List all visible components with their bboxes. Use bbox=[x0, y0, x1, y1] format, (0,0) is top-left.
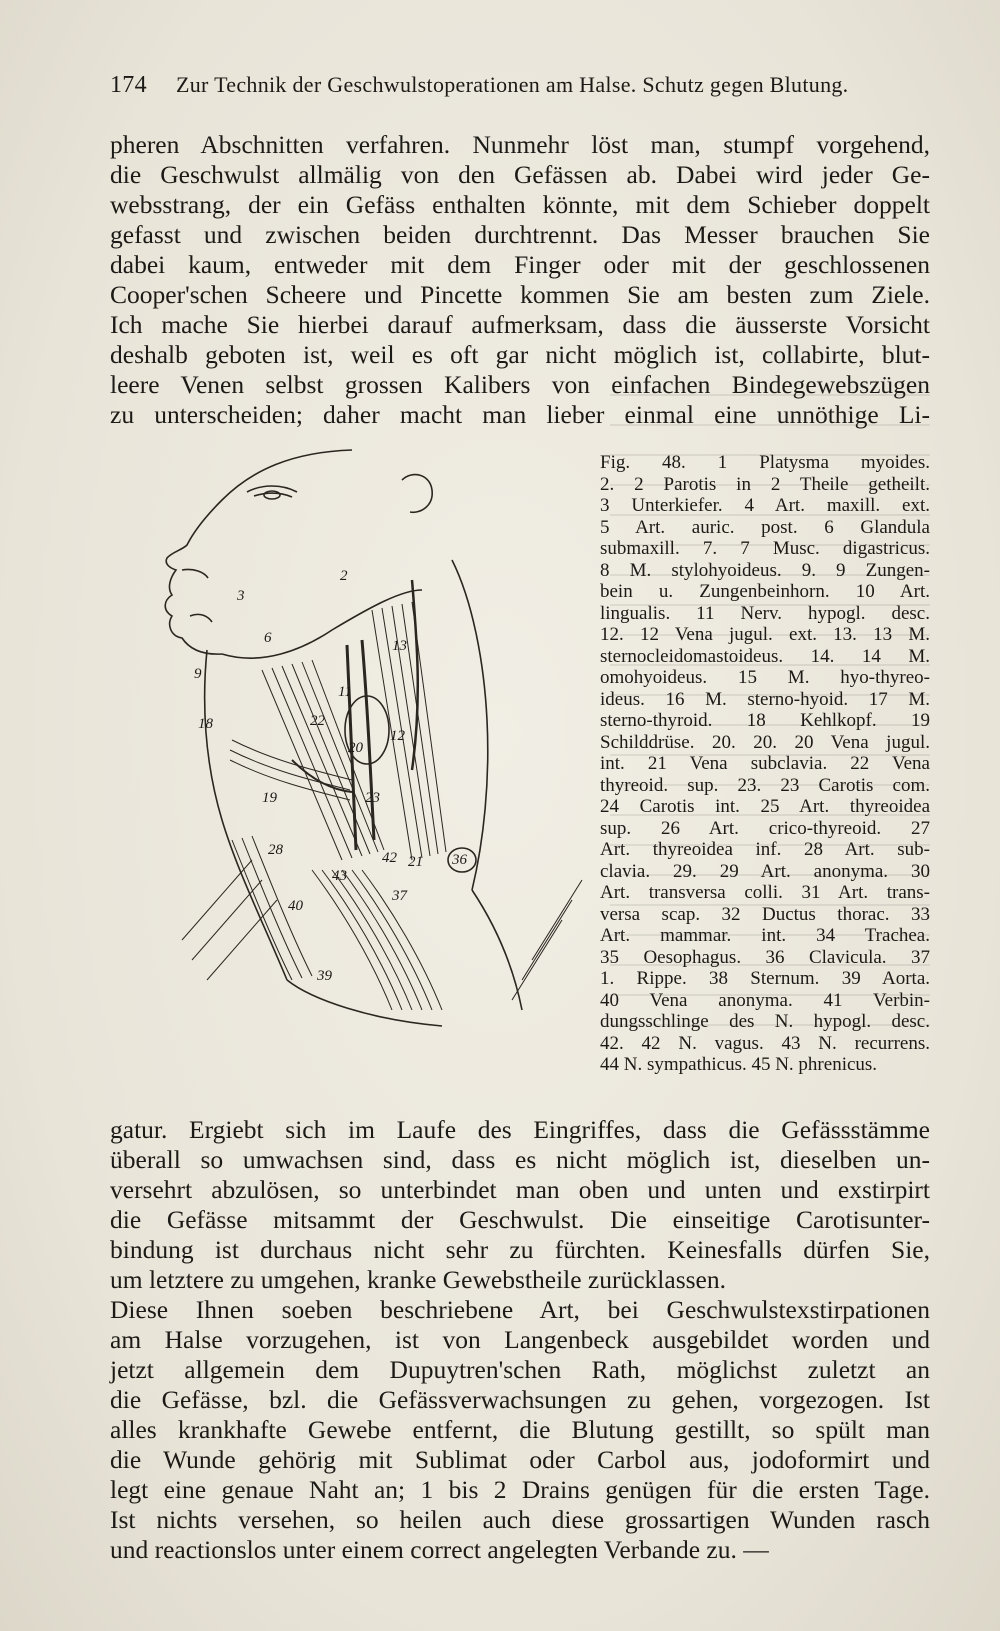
figure-label: 2 bbox=[340, 568, 348, 584]
figure-label: 19 bbox=[262, 790, 277, 806]
figure-label: 3 bbox=[237, 588, 245, 604]
text-line: Diese Ihnen soeben beschriebene Art, bei Geschwulstexstirpationen bbox=[110, 1295, 930, 1324]
figure-label: 11 bbox=[338, 684, 352, 700]
text-line: versehrt abzulösen, so unterbindet man oben und unten und exstirpirt bbox=[110, 1175, 930, 1204]
caption-line: 5 Art. auric. post. 6 Glandula bbox=[600, 516, 930, 538]
paragraph-top bbox=[110, 130, 930, 430]
figure-label: 18 bbox=[198, 716, 213, 732]
caption-line: Art. mammar. int. 34 Trachea. bbox=[600, 925, 930, 946]
text-line: bindung ist durchaus nicht sehr zu fürchten. Keinesfalls dürfen Sie, bbox=[110, 1235, 930, 1264]
text-line: Ist nichts versehen, so heilen auch diese grossartigen Wunden rasch bbox=[110, 1505, 930, 1534]
page-number: 174 bbox=[110, 72, 147, 98]
paragraph-bottom bbox=[110, 1115, 930, 1565]
text-line: deshalb geboten ist, weil es oft gar nicht möglich ist, collabirte, blut- bbox=[110, 340, 930, 369]
caption-line: 3 Unterkiefer. 4 Art. maxill. ext. bbox=[600, 495, 930, 516]
text-line: um letztere zu umgehen, kranke Gewebstheile zurücklassen. bbox=[110, 1265, 726, 1294]
text-line: die Gefässe mitsammt der Geschwulst. Die einseitige Carotisunter- bbox=[110, 1205, 930, 1234]
text-line: am Halse vorzugehen, ist von Langenbeck ausgebildet worden und bbox=[110, 1325, 930, 1354]
text-line: Cooper'schen Scheere und Pincette kommen Sie am besten zum Ziele. bbox=[110, 280, 930, 309]
caption-line: dungsschlinge des N. hypogl. desc. bbox=[600, 1011, 930, 1032]
text-line: und reactionslos unter einem correct angelegten Verbande zu. — bbox=[110, 1535, 769, 1564]
text-line: überall so umwachsen sind, dass es nicht möglich ist, dieselben un- bbox=[110, 1145, 930, 1174]
caption-line: sterno-thyroid. 18 Kehlkopf. 19 bbox=[600, 710, 930, 731]
figure-label: 40 bbox=[288, 898, 303, 914]
text-line: websstrang, der ein Gefäss enthalten könnte, mit dem Schieber doppelt bbox=[110, 190, 930, 219]
caption-line: clavia. 29. 29 Art. anonyma. 30 bbox=[600, 860, 930, 882]
figure-label: 23 bbox=[365, 790, 380, 806]
figure-label: 12 bbox=[390, 728, 405, 744]
caption-line: 2. 2 Parotis in 2 Theile getheilt. bbox=[600, 473, 930, 495]
text-line: die Geschwulst allmälig von den Gefässen ab. Dabei wird jeder Ge- bbox=[110, 160, 930, 189]
figure-caption bbox=[600, 452, 930, 1076]
caption-line: sup. 26 Art. crico-thyreoid. 27 bbox=[600, 817, 930, 839]
caption-line: bein u. Zungenbeinhorn. 10 Art. bbox=[600, 581, 930, 602]
caption-line: Art. thyreoidea inf. 28 Art. sub- bbox=[600, 839, 930, 860]
caption-line: 12. 12 Vena jugul. ext. 13. 13 M. bbox=[600, 624, 930, 645]
caption-line: Fig. 48. 1 Platysma myoides. bbox=[600, 452, 930, 473]
caption-line: 35 Oesophagus. 36 Clavicula. 37 bbox=[600, 946, 930, 968]
figure-label: 43 bbox=[332, 868, 347, 884]
text-line: legt eine genaue Naht an; 1 bis 2 Drains genügen für die ersten Tage. bbox=[110, 1475, 930, 1504]
text-line: gefasst und zwischen beiden durchtrennt. Das Messer brauchen Sie bbox=[110, 220, 930, 249]
caption-line: 44 N. sympathicus. 45 N. phrenicus. bbox=[600, 1054, 878, 1075]
caption-line: Art. transversa colli. 31 Art. trans- bbox=[600, 882, 930, 903]
caption-line: 42. 42 N. vagus. 43 N. recurrens. bbox=[600, 1032, 930, 1054]
page-header bbox=[110, 68, 910, 108]
anatomical-neck-illustration bbox=[112, 440, 592, 1050]
text-line: gatur. Ergiebt sich im Laufe des Eingriffes, dass die Gefässstämme bbox=[110, 1115, 930, 1144]
text-line: jetzt allgemein dem Dupuytren'schen Rath, möglichst zuletzt an bbox=[110, 1355, 930, 1384]
caption-line: Schilddrüse. 20. 20. 20 Vena jugul. bbox=[600, 731, 930, 753]
text-line: pheren Abschnitten verfahren. Nunmehr löst man, stumpf vorgehend, bbox=[110, 130, 930, 159]
caption-line: 1. Rippe. 38 Sternum. 39 Aorta. bbox=[600, 968, 930, 989]
figure-label: 42 bbox=[382, 850, 397, 866]
caption-line: lingualis. 11 Nerv. hypogl. desc. bbox=[600, 602, 930, 624]
figure-label: 20 bbox=[348, 740, 363, 756]
text-line: leere Venen selbst grossen Kalibers von einfachen Bindegewebszügen bbox=[110, 370, 930, 399]
figure-label: 9 bbox=[194, 666, 202, 682]
text-line: die Gefässe, bzl. die Gefässverwachsungen zu gehen, vorgezogen. Ist bbox=[110, 1385, 930, 1414]
text-line: dabei kaum, entweder mit dem Finger oder mit der geschlossenen bbox=[110, 250, 930, 279]
caption-line: 40 Vena anonyma. 41 Verbin- bbox=[600, 989, 930, 1011]
caption-line: ideus. 16 M. sterno-hyoid. 17 M. bbox=[600, 688, 930, 710]
caption-line: omohyoideus. 15 M. hyo-thyreo- bbox=[600, 667, 930, 688]
figure-label: 28 bbox=[268, 842, 283, 858]
running-title: Zur Technik der Geschwulstoperationen am Halse. Schutz gegen Blutung. bbox=[176, 72, 849, 97]
caption-line: int. 21 Vena subclavia. 22 Vena bbox=[600, 753, 930, 774]
text-line: Ich mache Sie hierbei darauf aufmerksam, dass die äusserste Vorsicht bbox=[110, 310, 930, 339]
figure-label: 36 bbox=[452, 852, 467, 868]
caption-line: 8 M. stylohyoideus. 9. 9 Zungen- bbox=[600, 559, 930, 581]
caption-line: submaxill. 7. 7 Musc. digastricus. bbox=[600, 538, 930, 559]
figure-label: 6 bbox=[264, 630, 272, 646]
caption-line: thyreoid. sup. 23. 23 Carotis com. bbox=[600, 774, 930, 796]
caption-line: sternocleidomastoideus. 14. 14 M. bbox=[600, 645, 930, 667]
caption-line: versa scap. 32 Ductus thorac. 33 bbox=[600, 903, 930, 925]
figure-label: 21 bbox=[408, 854, 423, 870]
figure-label: 39 bbox=[317, 968, 332, 984]
figure-label: 22 bbox=[310, 713, 325, 729]
figure-label: 37 bbox=[392, 888, 407, 904]
text-line: alles krankhafte Gewebe entfernt, die Blutung gestillt, so spült man bbox=[110, 1415, 930, 1444]
figure-label: 13 bbox=[392, 638, 407, 654]
caption-line: 24 Carotis int. 25 Art. thyreoidea bbox=[600, 796, 930, 817]
text-line: die Wunde gehörig mit Sublimat oder Carbol aus, jodoformirt und bbox=[110, 1445, 930, 1474]
text-line: zu unterscheiden; daher macht man lieber einmal eine unnöthige Li- bbox=[110, 400, 930, 429]
